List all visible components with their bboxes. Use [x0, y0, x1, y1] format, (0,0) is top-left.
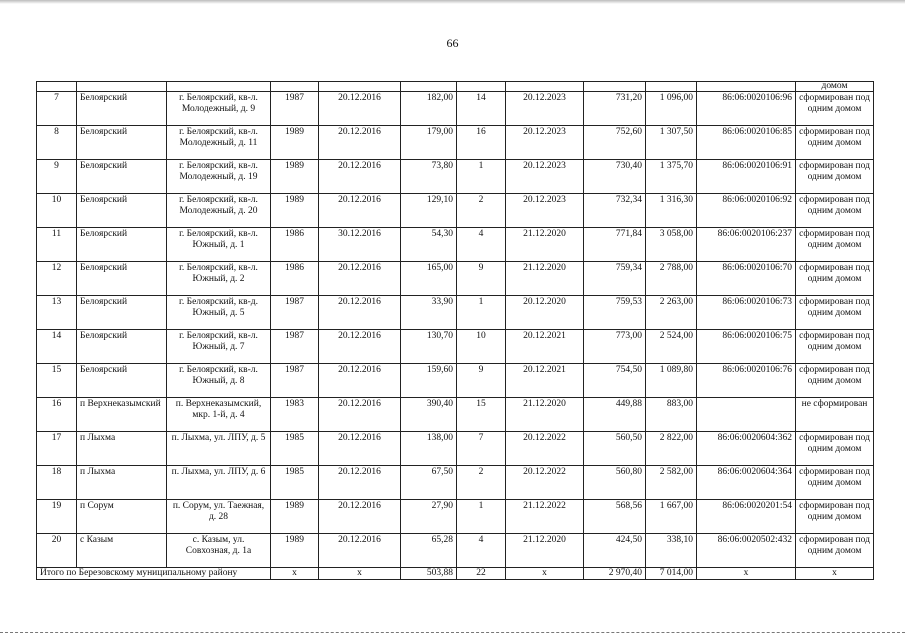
table-row	[37, 500, 874, 534]
cell-plan-date: 20.12.2021	[506, 330, 584, 364]
cell-cadastre-number: 86:06:0020604:364	[697, 466, 796, 500]
cell-total-cost: 2 263,00	[646, 296, 697, 330]
cell-land-status: сформирован под одним домом	[796, 364, 874, 398]
cell-area: 73,80	[401, 160, 457, 194]
cell-settlement: п Лыхма	[77, 466, 167, 500]
cell-cadastre-number: 86:06:0020106:75	[697, 330, 796, 364]
table-row	[37, 228, 874, 262]
cell-unit-count: 15	[457, 398, 506, 432]
cell-plan-date: 20.12.2023	[506, 92, 584, 126]
cell-survey-date: 30.12.2016	[319, 228, 401, 262]
cell-cadastre-number: 86:06:0020106:96	[697, 92, 796, 126]
cell-cadastre-number: 86:06:0020106:91	[697, 160, 796, 194]
cell-land-status: сформирован под одним домом	[796, 432, 874, 466]
cell-price: 771,84	[584, 228, 646, 262]
cell-cadastre-number: 86:06:0020106:70	[697, 262, 796, 296]
cell-survey-date: 20.12.2016	[319, 330, 401, 364]
cell-address: г. Белоярский, кв-л. Южный, д. 8	[167, 364, 271, 398]
cell-row-number: 16	[37, 398, 77, 432]
cell-survey-date: 20.12.2016	[319, 126, 401, 160]
table-row	[37, 466, 874, 500]
cell-build-year: 1989	[271, 160, 319, 194]
cell-unit-count: 1	[457, 500, 506, 534]
total-row	[37, 568, 874, 580]
cell-plan-date: 21.12.2020	[506, 262, 584, 296]
cell-row-number: 13	[37, 296, 77, 330]
cell-address: п. Лыхма, ул. ЛПУ, д. 5	[167, 432, 271, 466]
cell-land-status: сформирован под одним домом	[796, 534, 874, 568]
cell-total-cost: 1 089,80	[646, 364, 697, 398]
cell-settlement: п Верхнеказымский	[77, 398, 167, 432]
cell-unit-count: 1	[457, 160, 506, 194]
cell-address: г. Белоярский, кв-л. Молодежный, д. 20	[167, 194, 271, 228]
table-top-row	[37, 82, 874, 92]
cell-address: п. Сорум, ул. Таежная, д. 28	[167, 500, 271, 534]
cell-plan-date: 20.12.2023	[506, 126, 584, 160]
cell-build-year: 1985	[271, 466, 319, 500]
cell-total-cost: 1 375,70	[646, 160, 697, 194]
total-date1: x	[319, 568, 401, 580]
cell-area: 138,00	[401, 432, 457, 466]
cell-total-cost: 2 822,00	[646, 432, 697, 466]
cell-area: 130,70	[401, 330, 457, 364]
cell-plan-date: 20.12.2021	[506, 364, 584, 398]
cell-address: г. Белоярский, кв-л. Южный, д. 2	[167, 262, 271, 296]
cell-plan-date: 20.12.2023	[506, 160, 584, 194]
table-row	[37, 296, 874, 330]
cell-address: с. Казым, ул. Совхозная, д. 1а	[167, 534, 271, 568]
table-row	[37, 160, 874, 194]
cell-address: г. Белоярский, кв-д. Южный, д. 5	[167, 296, 271, 330]
cell-settlement: Белоярский	[77, 228, 167, 262]
table-row	[37, 262, 874, 296]
table-row	[37, 92, 874, 126]
cell-plan-date: 20.12.2022	[506, 432, 584, 466]
cell-unit-count: 7	[457, 432, 506, 466]
total-sum: 7 014,00	[646, 568, 697, 580]
cell-total-cost: 1 307,50	[646, 126, 697, 160]
cell-address: г. Белоярский, кв-л. Молодежный, д. 11	[167, 126, 271, 160]
cell-survey-date: 20.12.2016	[319, 466, 401, 500]
cell-area: 159,60	[401, 364, 457, 398]
cell-row-number: 8	[37, 126, 77, 160]
cell-row-number: 7	[37, 92, 77, 126]
page-number: 66	[446, 36, 459, 50]
cell-plan-date: 21.12.2020	[506, 228, 584, 262]
cell-area: 54,30	[401, 228, 457, 262]
cell-price: 752,60	[584, 126, 646, 160]
cell-settlement: с Казым	[77, 534, 167, 568]
cell-address: п. Лыхма, ул. ЛПУ, д. 6	[167, 466, 271, 500]
cell-settlement: Белоярский	[77, 126, 167, 160]
cell-build-year: 1989	[271, 534, 319, 568]
cell-land-status: сформирован под одним домом	[796, 92, 874, 126]
cell-settlement: п Сорум	[77, 500, 167, 534]
cell-cadastre-number: 86:06:0020502:432	[697, 534, 796, 568]
cell-total-cost: 3 058,00	[646, 228, 697, 262]
cell-price: 449,88	[584, 398, 646, 432]
cell-plan-date: 20.12.2023	[506, 194, 584, 228]
cell-build-year: 1987	[271, 296, 319, 330]
cell-unit-count: 14	[457, 92, 506, 126]
cell-settlement: Белоярский	[77, 330, 167, 364]
cell-row-number: 17	[37, 432, 77, 466]
cell-row-number: 9	[37, 160, 77, 194]
cell-unit-count: 2	[457, 194, 506, 228]
cell-land-status: сформирован под одним домом	[796, 500, 874, 534]
cell-area: 65,28	[401, 534, 457, 568]
cell-land-status: сформирован под одним домом	[796, 194, 874, 228]
cell-price: 560,80	[584, 466, 646, 500]
total-cadastre: x	[697, 568, 796, 580]
cell-survey-date: 20.12.2016	[319, 194, 401, 228]
cell-survey-date: 20.12.2016	[319, 160, 401, 194]
cell-area: 27,90	[401, 500, 457, 534]
cell-price: 759,34	[584, 262, 646, 296]
cell-settlement: п Лыхма	[77, 432, 167, 466]
cell-build-year: 1987	[271, 330, 319, 364]
cell-cadastre-number: 86:06:0020201:54	[697, 500, 796, 534]
scan-bottom-edge	[0, 632, 905, 637]
cell-settlement: Белоярский	[77, 160, 167, 194]
cell-price: 731,20	[584, 92, 646, 126]
cell-area: 67,50	[401, 466, 457, 500]
cell-price: 732,34	[584, 194, 646, 228]
cell-price: 568,56	[584, 500, 646, 534]
cell-land-status: сформирован под одним домом	[796, 262, 874, 296]
cell-survey-date: 20.12.2016	[319, 364, 401, 398]
cell-plan-date: 20.12.2022	[506, 466, 584, 500]
total-date2: x	[506, 568, 584, 580]
cell-survey-date: 20.12.2016	[319, 92, 401, 126]
table-row	[37, 126, 874, 160]
cell-address: г. Белоярский, кв-л. Молодежный, д. 9	[167, 92, 271, 126]
cell-total-cost: 2 524,00	[646, 330, 697, 364]
cell-build-year: 1986	[271, 228, 319, 262]
cell-price: 730,40	[584, 160, 646, 194]
cell-cadastre-number: 86:06:0020106:237	[697, 228, 796, 262]
cell-total-cost: 2 788,00	[646, 262, 697, 296]
cell-row-number: 15	[37, 364, 77, 398]
cell-row-number: 18	[37, 466, 77, 500]
cell-settlement: Белоярский	[77, 296, 167, 330]
cell-settlement: Белоярский	[77, 262, 167, 296]
table-row	[37, 398, 874, 432]
housing-register-table	[36, 81, 874, 580]
cell-plan-date: 20.12.2020	[506, 296, 584, 330]
cell-unit-count: 16	[457, 126, 506, 160]
cell-survey-date: 20.12.2016	[319, 534, 401, 568]
cell-land-status: сформирован под одним домом	[796, 296, 874, 330]
cell-cadastre-number: 86:06:0020106:76	[697, 364, 796, 398]
cell-area: 182,00	[401, 92, 457, 126]
cell-row-number: 10	[37, 194, 77, 228]
status-carryover: домом	[796, 82, 874, 92]
cell-settlement: Белоярский	[77, 364, 167, 398]
cell-build-year: 1987	[271, 92, 319, 126]
cell-unit-count: 9	[457, 364, 506, 398]
cell-area: 179,00	[401, 126, 457, 160]
cell-land-status: сформирован под одним домом	[796, 330, 874, 364]
total-status: x	[796, 568, 874, 580]
total-count: 22	[457, 568, 506, 580]
total-year: x	[271, 568, 319, 580]
cell-row-number: 19	[37, 500, 77, 534]
cell-survey-date: 20.12.2016	[319, 296, 401, 330]
cell-price: 424,50	[584, 534, 646, 568]
cell-land-status: сформирован под одним домом	[796, 228, 874, 262]
cell-cadastre-number: 86:06:0020106:85	[697, 126, 796, 160]
cell-area: 165,00	[401, 262, 457, 296]
cell-price: 773,00	[584, 330, 646, 364]
cell-build-year: 1983	[271, 398, 319, 432]
cell-price: 560,50	[584, 432, 646, 466]
cell-total-cost: 338,10	[646, 534, 697, 568]
cell-cadastre-number: 86:06:0020106:73	[697, 296, 796, 330]
cell-price: 759,53	[584, 296, 646, 330]
cell-survey-date: 20.12.2016	[319, 432, 401, 466]
cell-address: г. Белоярский, кв-л. Молодежный, д. 19	[167, 160, 271, 194]
cell-build-year: 1987	[271, 364, 319, 398]
cell-row-number: 20	[37, 534, 77, 568]
cell-build-year: 1986	[271, 262, 319, 296]
cell-unit-count: 4	[457, 228, 506, 262]
cell-settlement: Белоярский	[77, 92, 167, 126]
cell-unit-count: 9	[457, 262, 506, 296]
cell-area: 33,90	[401, 296, 457, 330]
cell-plan-date: 21.12.2022	[506, 500, 584, 534]
table-row	[37, 534, 874, 568]
cell-address: г. Белоярский, кв-л. Южный, д. 1	[167, 228, 271, 262]
cell-cadastre-number: 86:06:0020106:92	[697, 194, 796, 228]
cell-survey-date: 20.12.2016	[319, 500, 401, 534]
cell-land-status: сформирован под одним домом	[796, 126, 874, 160]
cell-total-cost: 1 096,00	[646, 92, 697, 126]
total-price: 2 970,40	[584, 568, 646, 580]
scan-top-edge	[0, 0, 905, 4]
cell-build-year: 1985	[271, 432, 319, 466]
cell-cadastre-number	[697, 398, 796, 432]
cell-row-number: 12	[37, 262, 77, 296]
cell-unit-count: 4	[457, 534, 506, 568]
cell-land-status: сформирован под одним домом	[796, 160, 874, 194]
cell-unit-count: 10	[457, 330, 506, 364]
cell-total-cost: 2 582,00	[646, 466, 697, 500]
cell-area: 129,10	[401, 194, 457, 228]
cell-settlement: Белоярский	[77, 194, 167, 228]
cell-area: 390,40	[401, 398, 457, 432]
table-row	[37, 364, 874, 398]
cell-cadastre-number: 86:06:0020604:362	[697, 432, 796, 466]
table-row	[37, 330, 874, 364]
cell-address: п. Верхнеказымский, мкр. 1-й, д. 4	[167, 398, 271, 432]
cell-land-status: сформирован под одним домом	[796, 466, 874, 500]
cell-total-cost: 1 316,30	[646, 194, 697, 228]
cell-plan-date: 21.12.2020	[506, 398, 584, 432]
total-area: 503,88	[401, 568, 457, 580]
cell-total-cost: 883,00	[646, 398, 697, 432]
cell-build-year: 1989	[271, 500, 319, 534]
total-label: Итого по Березовскому муниципальному району	[37, 568, 271, 580]
cell-row-number: 11	[37, 228, 77, 262]
cell-price: 754,50	[584, 364, 646, 398]
cell-plan-date: 21.12.2020	[506, 534, 584, 568]
table-row	[37, 432, 874, 466]
cell-total-cost: 1 667,00	[646, 500, 697, 534]
cell-row-number: 14	[37, 330, 77, 364]
cell-unit-count: 2	[457, 466, 506, 500]
cell-build-year: 1989	[271, 126, 319, 160]
cell-survey-date: 20.12.2016	[319, 398, 401, 432]
cell-build-year: 1989	[271, 194, 319, 228]
cell-survey-date: 20.12.2016	[319, 262, 401, 296]
cell-unit-count: 1	[457, 296, 506, 330]
table-row	[37, 194, 874, 228]
cell-land-status: не сформирован	[796, 398, 874, 432]
cell-address: г. Белоярский, кв-л. Южный, д. 7	[167, 330, 271, 364]
